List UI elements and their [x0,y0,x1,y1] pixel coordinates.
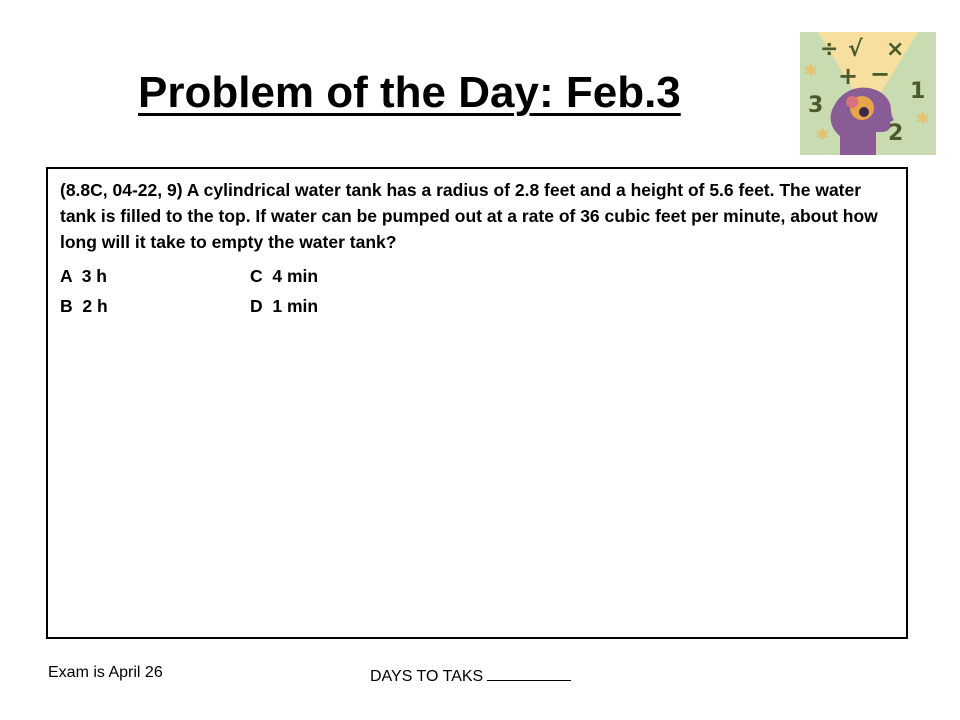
clipart-symbol-times: × [886,37,905,62]
problem-text: (8.8C, 04-22, 9) A cylindrical water tank has a radius of 2.8 feet and a height of 5.6 feet. The water tank is filled to the top. If water can be pumped out at a rate of 36 cubic feet per minute, about how long will it take to empty the water tank? [60,180,878,252]
exam-date-note: Exam is April 26 [48,664,163,681]
math-head-clipart-icon [800,32,936,155]
clipart-symbol-one: 1 [910,79,926,104]
clipart-symbol-three: 3 [808,93,824,118]
problem-box [46,167,908,639]
clipart-star-2: ✱ [816,125,830,144]
choice-row [60,291,894,321]
clipart-symbol-minus: − [870,60,891,88]
days-to-taks-label: DAYS TO TAKS [370,668,484,685]
clipart-brain-center [859,107,869,117]
clipart-star-1: ✱ [804,61,818,80]
slide-title: Problem of the Day: Feb.3 [138,68,681,117]
days-to-taks [370,664,571,686]
clipart-symbol-root: √ [848,37,863,62]
choice-d: D 1 min [250,296,319,316]
clipart-symbol-divide: ÷ [820,37,839,62]
days-blank-line [487,664,571,681]
clipart-brain-gear-small [846,96,858,108]
clipart-star-3: ✱ [916,109,930,128]
choice-row [60,261,894,291]
choice-b: B 2 h [60,296,108,316]
clipart-symbol-plus: + [838,62,859,90]
answer-choices [60,261,894,321]
choice-c: C 4 min [250,266,319,286]
clipart-symbol-two: 2 [888,121,904,146]
choice-a: A 3 h [60,266,107,286]
